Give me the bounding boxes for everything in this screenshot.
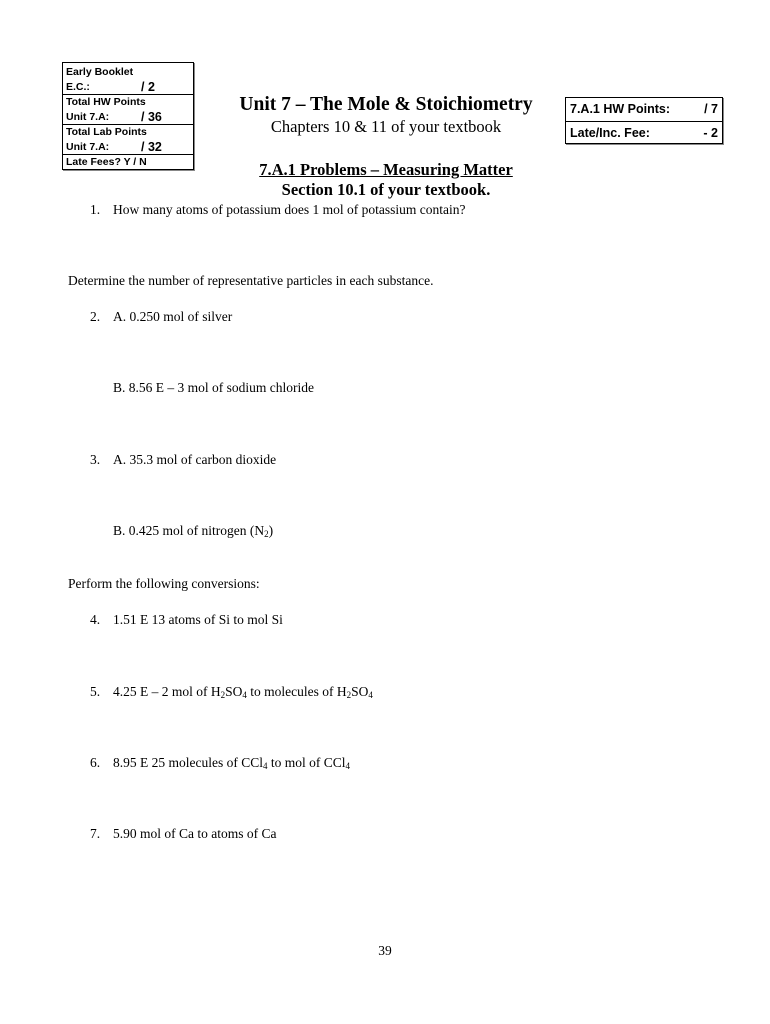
score-label: Total HW Points: [66, 96, 146, 108]
score-row: [63, 94, 193, 110]
score-row: [63, 154, 193, 170]
score-label: Late/Inc. Fee:: [570, 126, 650, 140]
score-label: Early Booklet: [66, 66, 134, 78]
question-text: How many atoms of potassium does 1 mol of potassium contain?: [113, 202, 466, 217]
question-part-a: A. 0.250 mol of silver: [113, 309, 233, 324]
score-row: [63, 80, 193, 95]
question-number: 4.: [90, 612, 101, 627]
instruction-text: Determine the number of representative particles in each substance.: [68, 273, 434, 288]
question-text: 1.51 E 13 atoms of Si to mol Si: [113, 612, 283, 627]
score-label: Late Fees? Y / N: [66, 156, 147, 168]
question-number: 1.: [90, 202, 101, 217]
score-row: [63, 124, 193, 140]
score-row: [63, 65, 193, 80]
score-label: E.C.:: [66, 80, 90, 93]
question-number: 7.: [90, 826, 101, 841]
question-text: 4.25 E – 2 mol of $H_2SO_4$ to molecules of $H_2SO_4$: [113, 684, 373, 700]
page-number: 39: [378, 943, 392, 958]
section-title: 7.A.1 Problems – Measuring Matter: [259, 160, 513, 179]
score-box-early-booklet: [62, 62, 194, 170]
score-label: Unit 7.A:: [66, 140, 110, 153]
score-value: / 32: [141, 139, 162, 154]
section-subtitle: Section 10.1 of your textbook.: [281, 180, 491, 199]
score-value: / 36: [141, 109, 162, 124]
question-number: 6.: [90, 755, 101, 770]
question-number: 5.: [90, 684, 101, 699]
question-number: 2.: [90, 309, 101, 324]
question-part-b: B. 0.425 mol of nitrogen $(N_2)$: [113, 523, 274, 539]
score-value: - 2: [703, 126, 718, 140]
question-text: 5.90 mol of Ca to atoms of Ca: [113, 826, 277, 841]
score-row: [63, 140, 193, 155]
score-value: / 7: [704, 102, 718, 116]
page-subtitle: Chapters 10 & 11 of your textbook: [270, 117, 502, 136]
question-number: 3.: [90, 452, 101, 467]
score-label: 7.A.1 HW Points:: [570, 102, 671, 116]
question-text: 8.95 E 25 molecules of CCl$_4$ to mol of CCl$_4$: [113, 755, 350, 771]
question-part-b: B. 8.56 E – 3 mol of sodium chloride: [113, 380, 314, 395]
question-part-a: A. 35.3 mol of carbon dioxide: [113, 452, 277, 467]
score-row: [63, 110, 193, 125]
score-value: / 2: [141, 79, 155, 94]
instruction-text: Perform the following conversions:: [68, 576, 260, 591]
page-title: Unit 7 – The Mole & Stoichiometry: [239, 94, 533, 115]
score-label: Unit 7.A:: [66, 110, 110, 123]
score-label: Total Lab Points: [66, 126, 147, 138]
